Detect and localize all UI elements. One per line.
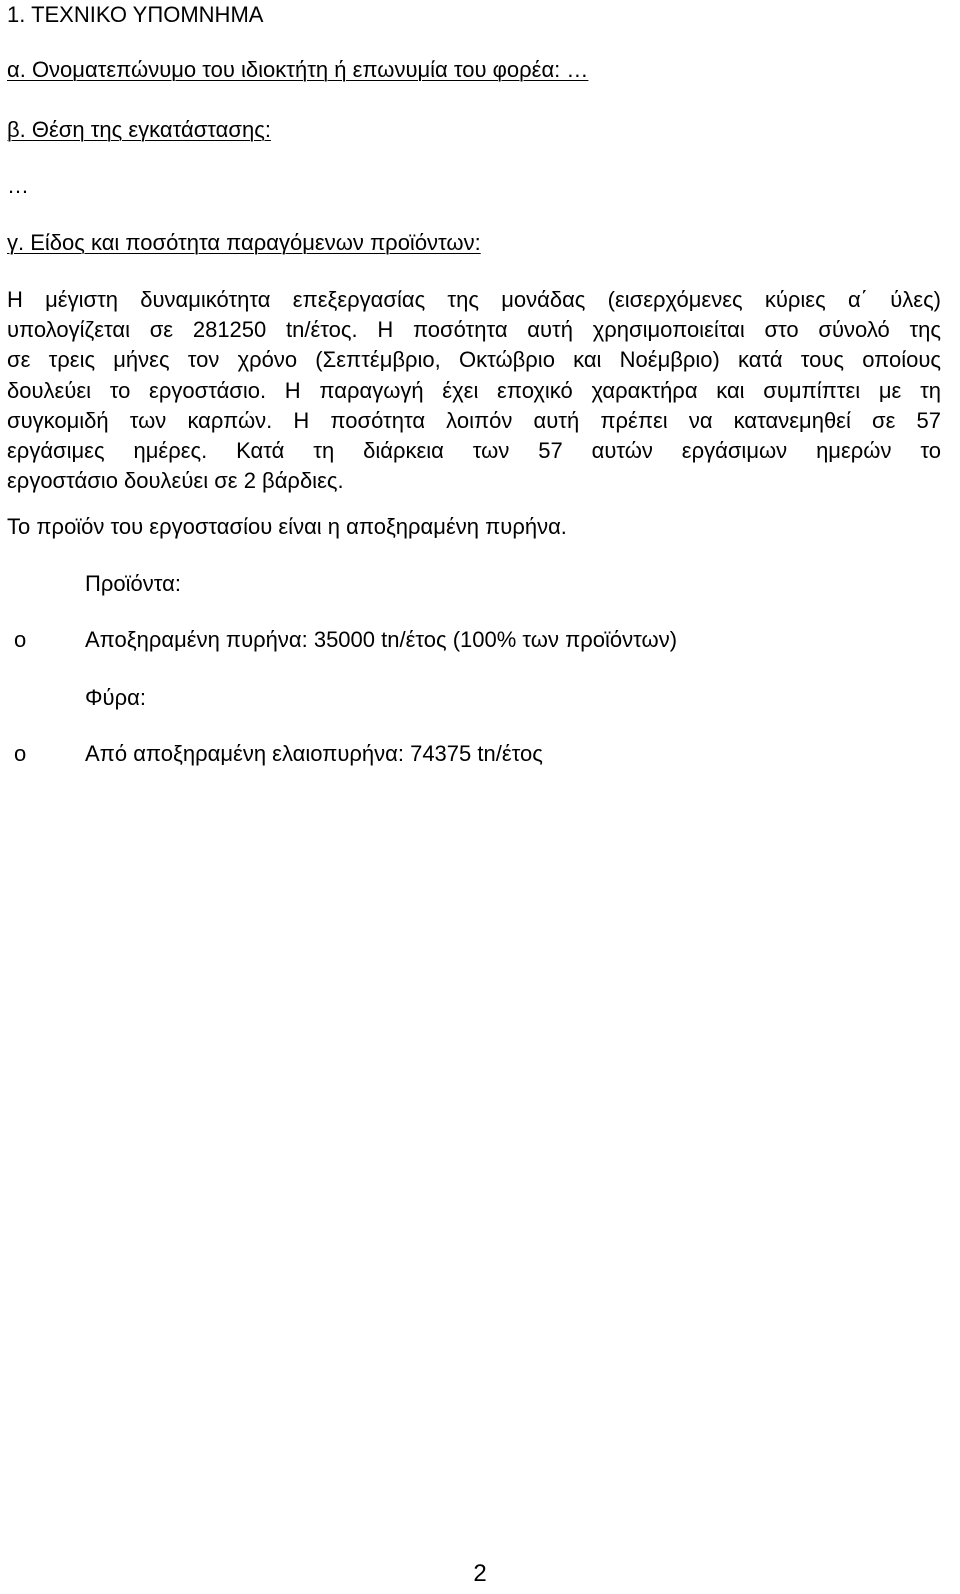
owner-label: α. Ονοματεπώνυμο του ιδιοκτήτη ή επωνυμία του φορέα: … [7, 57, 589, 82]
paragraph-line: εργοστάσιο δουλεύει σε 2 βάρδιες. [7, 468, 344, 494]
paragraph-line: σε τρεις μήνες τον χρόνο (Σεπτέμβριο, Οκτώβριο και Νοέμβριο) κατά τους οποίους [7, 347, 941, 373]
paragraph-line: εργάσιμες ημέρες. Κατά τη διάρκεια των 57 αυτών εργάσιμων ημερών το [7, 438, 941, 464]
page-number: 2 [473, 1560, 487, 1587]
paragraph-line: υπολογίζεται σε 281250 tn/έτος. Η ποσότητα αυτή χρησιμοποιείται στο σύνολό της [7, 317, 941, 343]
bullet-icon: o [14, 741, 27, 766]
section-heading: 1. ΤΕΧΝΙΚΟ ΥΠΟΜΝΗΜΑ [7, 2, 264, 27]
location-label: β. Θέση της εγκατάστασης: [7, 117, 271, 142]
losses-heading: Φύρα: [85, 685, 146, 710]
paragraph-line: Η μέγιστη δυναμικότητα επεξεργασίας της μονάδας (εισερχόμενες κύριες α΄ ύλες) [7, 287, 941, 312]
loss-item: Από αποξηραμένη ελαιοπυρήνα: 74375 tn/έτος [85, 741, 543, 766]
products-heading: Προϊόντα: [85, 571, 181, 596]
capacity-paragraph [7, 285, 941, 496]
location-value: … [7, 173, 29, 198]
paragraph-line: δουλεύει το εργοστάσιο. Η παραγωγή έχει εποχικό χαρακτήρα και συμπίπτει με τη [7, 377, 941, 403]
products-label: γ. Είδος και ποσότητα παραγόμενων προϊόντων: [7, 230, 481, 255]
product-statement: Το προϊόν του εργοστασίου είναι η αποξηραμένη πυρήνα. [7, 514, 567, 539]
product-item: Αποξηραμένη πυρήνα: 35000 tn/έτος (100% των προϊόντων) [85, 627, 678, 652]
bullet-icon: o [14, 627, 27, 652]
paragraph-line: συγκομιδή των καρπών. Η ποσότητα λοιπόν αυτή πρέπει να κατανεμηθεί σε 57 [7, 407, 941, 433]
